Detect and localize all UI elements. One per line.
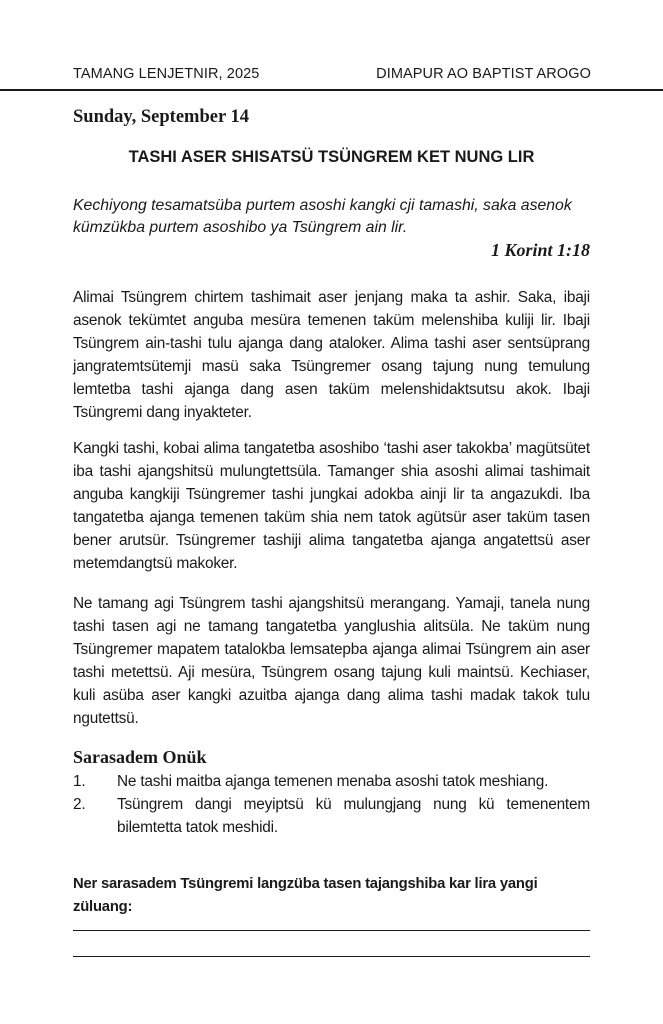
reflection-item [73, 770, 590, 793]
devotion-date: Sunday, September 14 [73, 107, 249, 127]
scripture-verse: Kechiyong tesamatsüba purtem asoshi kangki cji tamashi, saka asenok kümzükba purtem asoshibo ya Tsüngrem ain lir. [73, 197, 572, 236]
devotion-title: TASHI ASER SHISATSÜ TSÜNGREM KET NUNG LIR [128, 148, 535, 166]
writing-prompt: Ner sarasadem Tsüngremi langzüba tasen tajangshiba kar lira yangi züluang: [73, 876, 538, 915]
reflection-item [73, 793, 590, 839]
reflection-item-number: 2. [73, 796, 86, 813]
scripture-reference: 1 Korint 1:18 [490, 240, 590, 260]
writing-line-1[interactable] [73, 930, 590, 931]
header-publication: TAMANG LENJETNIR, 2025 [73, 66, 260, 82]
writing-line-2[interactable] [73, 956, 590, 957]
header-divider [0, 89, 663, 91]
reflection-item-text: Ne tashi maitba ajanga temenen menaba asoshi tatok meshiang. [117, 773, 549, 790]
reflection-list [73, 770, 590, 839]
body-paragraph-3: Ne tamang agi Tsüngrem tashi ajangshitsü merangang. Yamaji, tanela nung tashi tasen agi ne tamang tangatetba yanglushia alitsüla. Ne taküm nung Tsüngremer mapatem tatalokba lemsatepba ajanga alimai Tsüngrem ain aser tashi metettsü. Aji mesüra, Tsüngrem osang tajung kuli maintsü. Kechiaser, kuli asüba aser kangki azuitba ajanga dang alima tashi madak takok tulu ngutettsü. [73, 595, 590, 727]
body-paragraph-1: Alimai Tsüngrem chirtem tashimait aser jenjang maka ta ashir. Saka, ibaji asenok tekümtet anguba mesüra temenen taküm melenshiba kuliji lir. Ibaji Tsüngrem ain-tashi tulu ajanga dang ataloker. Alima tashi aser sentsüprang jangratemtsütemji masü saka Tsüngremer osang tajung nung temulung lemtetba tashi ajanga dang asen taküm melenshidaktsutsu akok. Ibaji Tsüngremi dang inyakteter. [73, 289, 590, 421]
body-paragraph-2: Kangki tashi, kobai alima tangatetba asoshibo ‘tashi aser takokba’ magütsütet iba tashi ajangshitsü mulungtettsüla. Tamanger shia asoshi alimai tashimait anguba kangkiji Tsüngremer tashi jungkai adokba ainji lir ta angazukdi. Iba tangatetba ajanga temenen taküm shia nem tatok agütsür aser taküm tasen bener arutsür. Tsüngremer tashiji alima tangatetba ajanga angatettsü aser metemdangtsü makoker. [73, 440, 590, 572]
reflection-item-text: Tsüngrem dangi meyiptsü kü mulungjang nung kü temenentem bilemtetta tatok meshidi. [117, 796, 590, 836]
reflection-heading: Sarasadem Onük [73, 747, 207, 767]
reflection-item-number: 1. [73, 773, 86, 790]
header-publisher: DIMAPUR AO BAPTIST AROGO [376, 66, 591, 82]
